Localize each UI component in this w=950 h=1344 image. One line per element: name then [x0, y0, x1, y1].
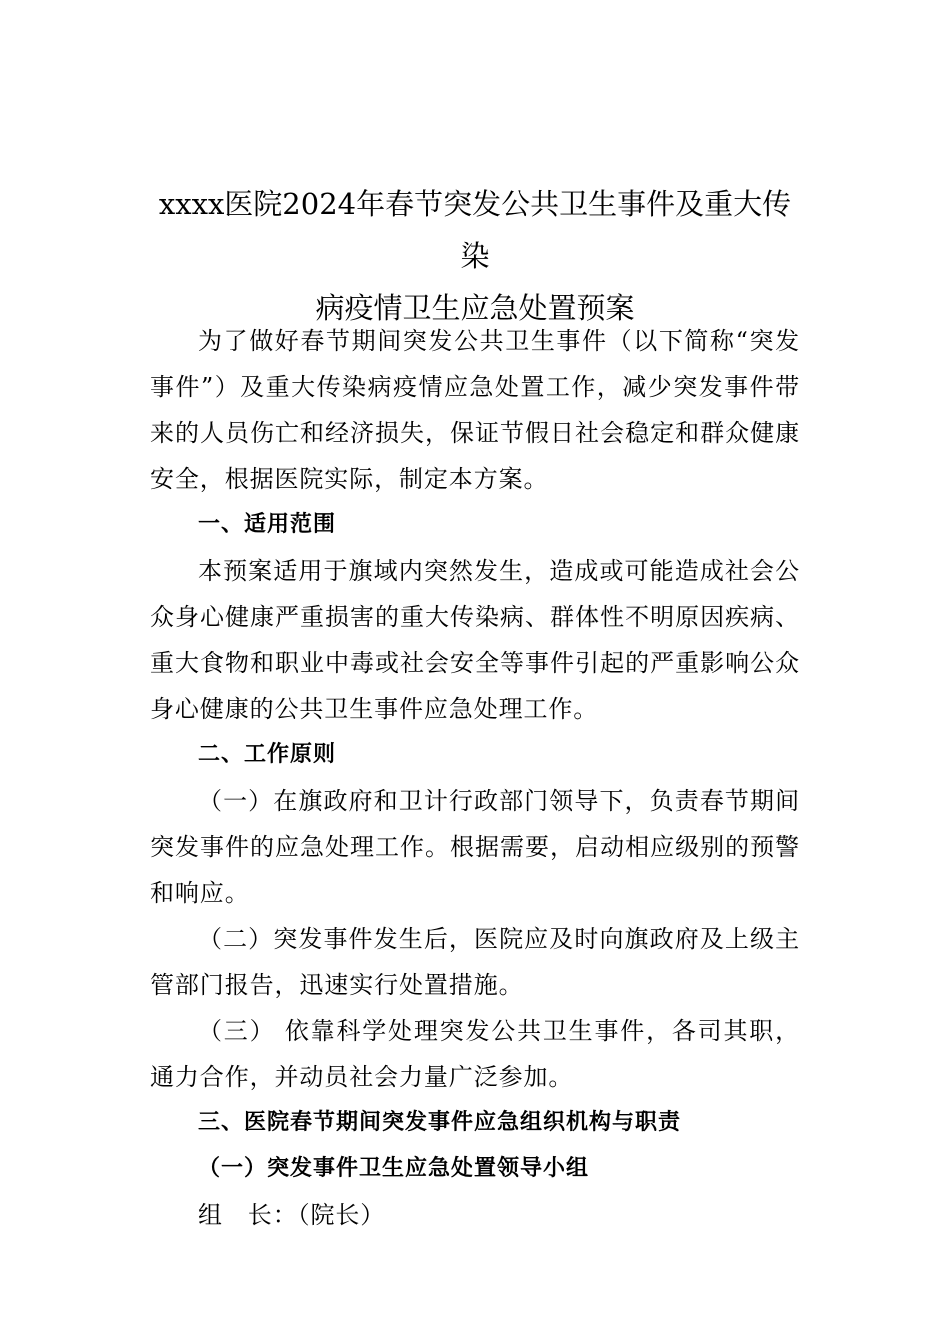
document-body	[150, 318, 800, 1238]
section-3-heading: 三、医院春节期间突发事件应急组织机构与职责	[198, 1110, 682, 1135]
principle-1-paragraph: （一）在旗政府和卫计行政部门领导下，负责春节期间突发事件的应急处理工作。根据需要，启动相应级别的预警和响应。	[150, 787, 800, 907]
document-page	[150, 0, 800, 1344]
section-3-subheading-1: （一）突发事件卫生应急处置领导小组	[198, 1156, 590, 1181]
leader-line: 组 长：（院长）	[198, 1201, 386, 1229]
principle-3-paragraph: （三） 依靠科学处理突发公共卫生事件，各司其职，通力合作，并动员社会力量广泛参加。	[150, 1017, 800, 1091]
title-line-1: xxxx医院2024年春节突发公共卫生事件及重大传染	[158, 187, 792, 273]
document-title	[150, 178, 800, 334]
section-1-heading: 一、适用范围	[198, 512, 337, 537]
section-2-heading: 二、工作原则	[198, 742, 337, 767]
intro-paragraph: 为了做好春节期间突发公共卫生事件（以下简称“突发事件”）及重大传染病疫情应急处置工作，减少突发事件带来的人员伤亡和经济损失，保证节假日社会稳定和群众健康安全，根据医院实际，制定本方案。	[150, 327, 800, 493]
title-line-2: 病疫情卫生应急处置预案	[315, 291, 635, 325]
section-1-paragraph: 本预案适用于旗域内突然发生，造成或可能造成社会公众身心健康严重损害的重大传染病、群体性不明原因疾病、重大食物和职业中毒或社会安全等事件引起的严重影响公众身心健康的公共卫生事件应急处理工作。	[150, 557, 800, 723]
principle-2-paragraph: （二）突发事件发生后，医院应及时向旗政府及上级主管部门报告，迅速实行处置措施。	[150, 925, 800, 999]
